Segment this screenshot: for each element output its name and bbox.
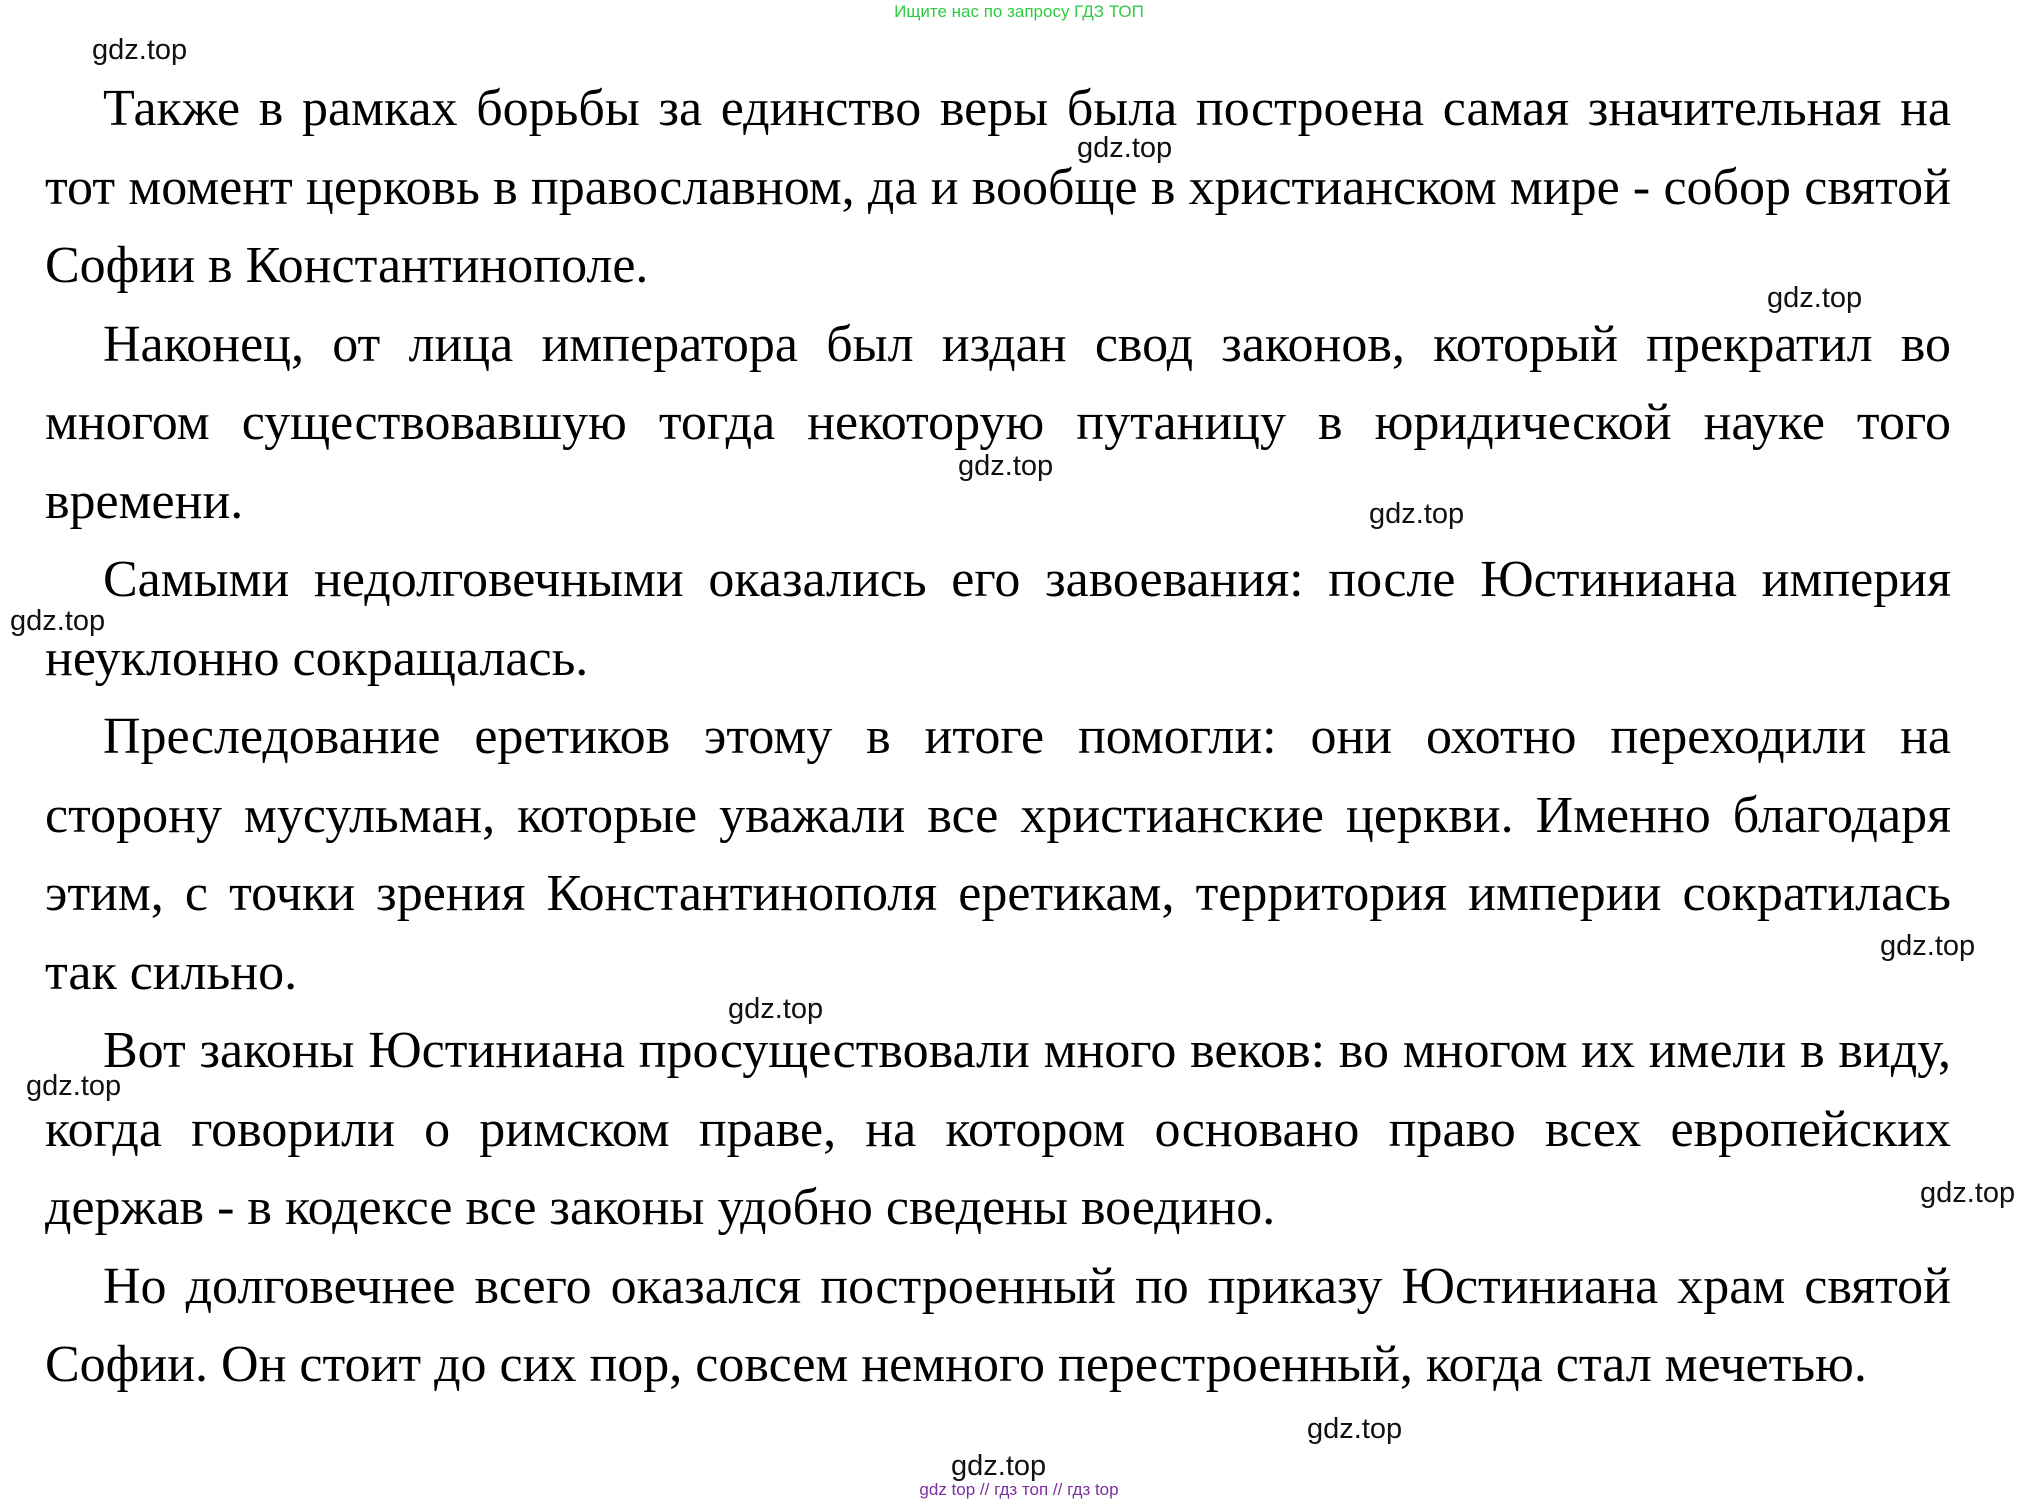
watermark: gdz.top xyxy=(1077,132,1173,164)
watermark: gdz.top xyxy=(1767,282,1863,314)
watermark: gdz.top xyxy=(958,450,1054,482)
watermark: gdz.top xyxy=(10,605,106,637)
paragraph-2: Наконец, от лица императора был издан свод законов, который прекратил во многом существовавшую тогда некоторую путаницу в юридической науке того времени. xyxy=(45,315,1951,530)
paragraph-5: Вот законы Юстиниана просуществовали много веков: во многом их имели в виду, когда говорили о римском праве, на котором основано право всех европейских держав - в кодексе все законы удобно сведены воедино. xyxy=(45,1022,1951,1236)
paragraph-6: Но долговечнее всего оказался построенный по приказу Юстиниана храм святой Софии. Он стоит до сих пор, совсем немного перестроенный, когда стал мечетью. xyxy=(45,1257,1951,1393)
watermark: gdz.top xyxy=(1920,1177,2016,1209)
watermark: gdz.top xyxy=(1369,498,1465,530)
watermark: gdz.top xyxy=(951,1450,1047,1482)
paragraph-1: Также в рамках борьбы за единство веры была построена самая значительная на тот момент церковь в православном, да и вообще в христианском мире - собор святой Софии в Константинополе. xyxy=(45,80,1951,294)
watermark: gdz.top xyxy=(1880,930,1976,962)
watermark: gdz.top xyxy=(26,1070,122,1102)
watermark: gdz.top xyxy=(1307,1413,1403,1445)
watermark: gdz.top xyxy=(92,34,188,66)
document-body xyxy=(45,70,1951,1405)
watermark: gdz.top xyxy=(728,993,824,1025)
bottom-footer: gdz top // гдз топ // гдз top xyxy=(919,1480,1119,1499)
paragraph-3: Самыми недолговечными оказались его завоевания: после Юстиниана империя неуклонно сокращалась. xyxy=(45,551,1951,687)
paragraph-4: Преследование еретиков этому в итоге помогли: они охотно переходили на сторону мусульман, которые уважали все христианские церкви. Именно благодаря этим, с точки зрения Константинополя еретикам, территория империи сократилась так сильно. xyxy=(45,708,1951,1001)
top-banner: Ищите нас по запросу ГДЗ ТОП xyxy=(894,2,1144,21)
